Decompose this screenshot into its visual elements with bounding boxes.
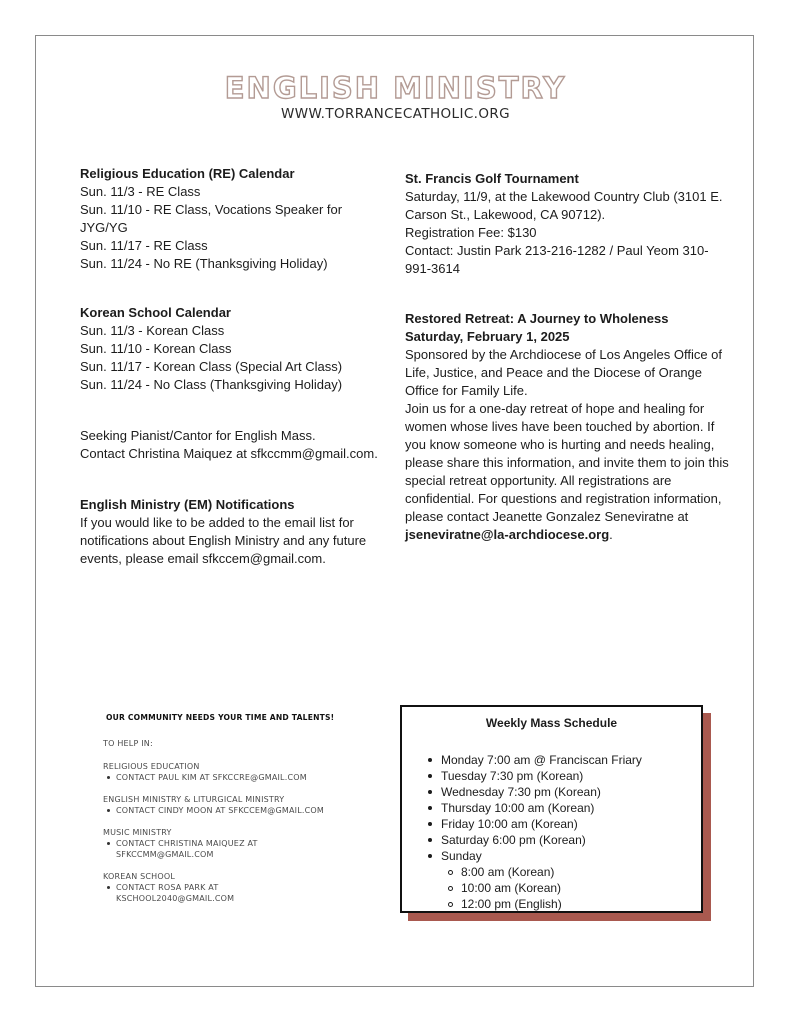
community-section: [103, 712, 373, 915]
notifications-line: notifications about English Ministry and any future: [80, 533, 367, 548]
group-name: KOREAN SCHOOL: [103, 872, 176, 881]
pianist-section: [80, 427, 390, 463]
mass-item: Wednesday 7:30 pm (Korean): [441, 784, 701, 800]
help-label: TO HELP IN:: [103, 739, 153, 748]
page-title: ENGLISH MINISTRY: [224, 71, 567, 105]
re-calendar-title: Religious Education (RE) Calendar: [80, 166, 295, 181]
korean-calendar-title: Korean School Calendar: [80, 305, 231, 320]
group-contact: [116, 882, 373, 904]
retreat-line: Life, Justice, and Peace and the Diocese of Orange: [405, 365, 703, 380]
community-group: [103, 761, 373, 783]
retreat-email-line: [405, 526, 735, 544]
retreat-line: confidential. For questions and registration information,: [405, 491, 722, 506]
group-contact-line: CONTACT CHRISTINA MAIQUEZ AT: [116, 839, 258, 848]
retreat-line: please contact Jeanette Gonzalez Seneviratne at: [405, 509, 689, 524]
golf-line: Carson St., Lakewood, CA 90712).: [405, 207, 606, 222]
korean-calendar-item: Sun. 11/17 - Korean Class (Special Art Class): [80, 359, 343, 374]
golf-line: Saturday, 11/9, at the Lakewood Country Club (3101 E.: [405, 189, 723, 204]
sunday-label: Sunday: [441, 849, 482, 863]
notifications-title: English Ministry (EM) Notifications: [80, 497, 295, 512]
sunday-mass-item: 8:00 am (Korean): [461, 864, 701, 880]
mass-item: Tuesday 7:30 pm (Korean): [441, 768, 701, 784]
mass-schedule-title: Weekly Mass Schedule: [485, 716, 618, 730]
mass-item-sunday: [441, 848, 701, 912]
community-heading: OUR COMMUNITY NEEDS YOUR TIME AND TALENTS!: [106, 713, 335, 722]
mass-schedule-box: [400, 705, 703, 913]
re-calendar-section: [80, 165, 390, 273]
retreat-line: Join us for a one-day retreat of hope and healing for: [405, 401, 705, 416]
website-url: WWW.TORRANCECATHOLIC.ORG: [280, 106, 511, 122]
korean-calendar-item: Sun. 11/24 - No Class (Thanksgiving Holiday): [80, 377, 343, 392]
group-name: RELIGIOUS EDUCATION: [103, 762, 200, 771]
golf-contact: 991-3614: [405, 261, 460, 276]
community-group: [103, 794, 373, 816]
group-contacts: [103, 772, 373, 783]
retreat-line: please share this information, and invite them to join this: [405, 455, 729, 470]
retreat-date: Saturday, February 1, 2025: [405, 329, 570, 344]
retreat-line: women whose lives have been touched by abortion. If: [405, 419, 715, 434]
retreat-line: you know someone who is hurting and needs healing,: [405, 437, 715, 452]
sunday-mass-list: [441, 864, 701, 912]
mass-item: Thursday 10:00 am (Korean): [441, 800, 701, 816]
group-contact: CONTACT PAUL KIM AT SFKCCRE@GMAIL.COM: [116, 772, 373, 783]
notifications-section: [80, 496, 390, 568]
re-calendar-item: Sun. 11/10 - RE Class, Vocations Speaker for: [80, 202, 343, 217]
group-name: ENGLISH MINISTRY & LITURGICAL MINISTRY: [103, 795, 285, 804]
retreat-line: Sponsored by the Archdiocese of Los Angeles Office of: [405, 347, 723, 362]
retreat-line: special retreat opportunity. All registrations are: [405, 473, 672, 488]
sunday-mass-item: 10:00 am (Korean): [461, 880, 701, 896]
mass-item: Friday 10:00 am (Korean): [441, 816, 701, 832]
group-contacts: [103, 838, 373, 860]
retreat-section: [405, 310, 735, 544]
korean-calendar-item: Sun. 11/10 - Korean Class: [80, 341, 232, 356]
retreat-line: Office for Family Life.: [405, 383, 528, 398]
notifications-line: events, please email sfkccem@gmail.com.: [80, 551, 326, 566]
community-group: [103, 827, 373, 860]
group-contact-line: KSCHOOL2040@GMAIL.COM: [116, 894, 235, 903]
group-contact: CONTACT CINDY MOON AT SFKCCEM@GMAIL.COM: [116, 805, 373, 816]
group-contacts: [103, 805, 373, 816]
pianist-line: Seeking Pianist/Cantor for English Mass.: [80, 428, 316, 443]
re-calendar-item: Sun. 11/3 - RE Class: [80, 184, 201, 199]
group-contact-line: SFKCCMM@GMAIL.COM: [116, 850, 214, 859]
re-calendar-item: JYG/YG: [80, 220, 128, 235]
retreat-title: Restored Retreat: A Journey to Wholeness: [405, 311, 669, 326]
community-group: [103, 871, 373, 904]
pianist-contact-line: Contact Christina Maiquez at sfkccmm@gmail.com.: [80, 446, 378, 461]
re-calendar-item: Sun. 11/17 - RE Class: [80, 238, 208, 253]
notifications-line: If you would like to be added to the email list for: [80, 515, 354, 530]
mass-item: Saturday 6:00 pm (Korean): [441, 832, 701, 848]
mass-schedule-list: [402, 752, 701, 912]
group-contact: [116, 838, 373, 860]
group-contact-line: CONTACT ROSA PARK AT: [116, 883, 219, 892]
group-name: MUSIC MINISTRY: [103, 828, 172, 837]
golf-contact: Contact: Justin Park 213-216-1282 / Paul Yeom 310-: [405, 243, 709, 258]
retreat-email[interactable]: jseneviratne@la-archdiocese.org: [405, 527, 610, 542]
sunday-mass-item: 12:00 pm (English): [461, 896, 701, 912]
mass-item: Monday 7:00 am @ Franciscan Friary: [441, 752, 701, 768]
retreat-email-suffix: .: [609, 527, 613, 542]
golf-section: [405, 170, 735, 278]
golf-title: St. Francis Golf Tournament: [405, 171, 579, 186]
golf-fee: Registration Fee: $130: [405, 225, 537, 240]
group-contacts: [103, 882, 373, 904]
re-calendar-item: Sun. 11/24 - No RE (Thanksgiving Holiday): [80, 256, 328, 271]
korean-calendar-item: Sun. 11/3 - Korean Class: [80, 323, 225, 338]
korean-calendar-section: [80, 304, 390, 394]
